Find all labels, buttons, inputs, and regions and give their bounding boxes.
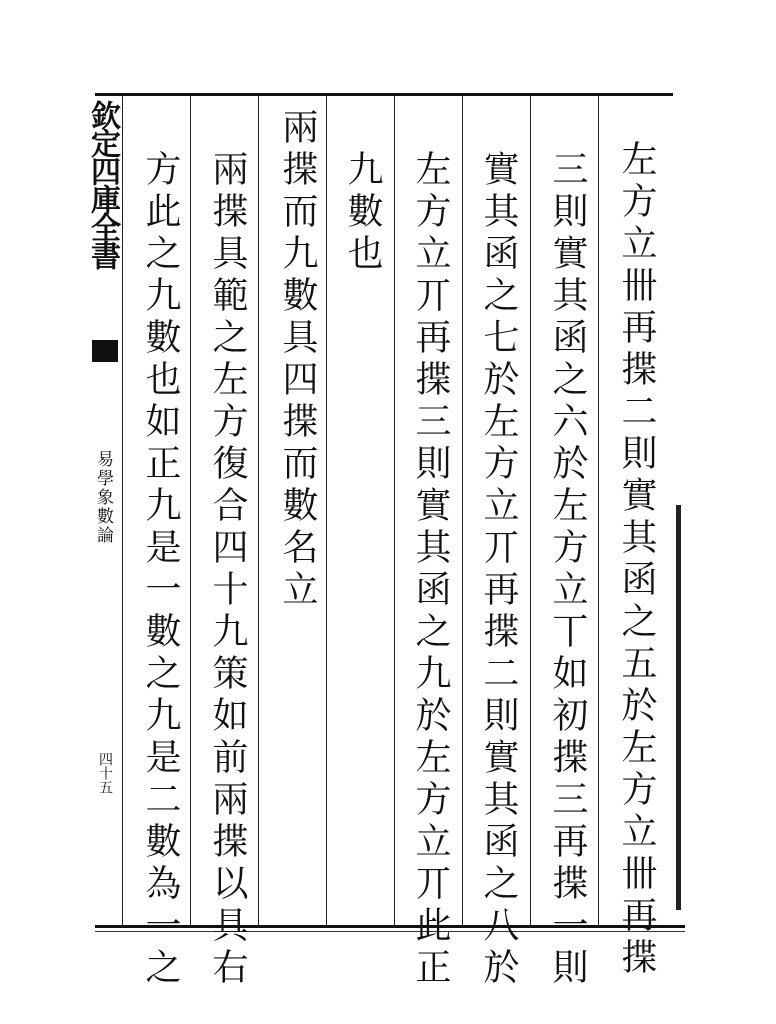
column-separator <box>326 95 327 925</box>
text-column-5: 九數也 <box>342 150 383 276</box>
bottom-border <box>95 925 685 928</box>
column-separator <box>190 95 191 925</box>
column-separator <box>598 95 599 925</box>
top-border <box>95 93 673 96</box>
text-column-2: 三則實其函之六於左方立丅如初揲三再揲一則 <box>547 150 588 990</box>
column-separator <box>122 95 123 925</box>
book-title: 易學象數論 <box>93 450 113 545</box>
page-number: 四十五 <box>97 752 113 794</box>
text-column-7: 兩揲具範之左方復合四十九策如前兩揲以具右 <box>207 150 248 990</box>
column-separator <box>462 95 463 925</box>
column-separator <box>530 95 531 925</box>
column-separator <box>394 95 395 925</box>
text-column-6: 兩揲而九數具四揲而數名立 <box>277 108 318 612</box>
right-edge-shadow <box>676 505 681 910</box>
text-column-3: 實其函之七於左方立丌再揲二則實其函之八於 <box>478 150 519 990</box>
column-separator <box>258 95 259 925</box>
collection-title: 欽定四庫全書 <box>85 100 120 268</box>
text-column-4: 左方立丌再揲三則實其函之九於左方立丌此正 <box>410 150 451 990</box>
text-column-8: 方此之九數也如正九是一數之九是二數為一之 <box>140 150 181 990</box>
fish-tail-mark <box>92 340 118 362</box>
text-column-1: 左方立卌再揲二則實其函之五於左方立卌再揲 <box>616 140 657 980</box>
bottom-border-inner <box>95 931 685 932</box>
